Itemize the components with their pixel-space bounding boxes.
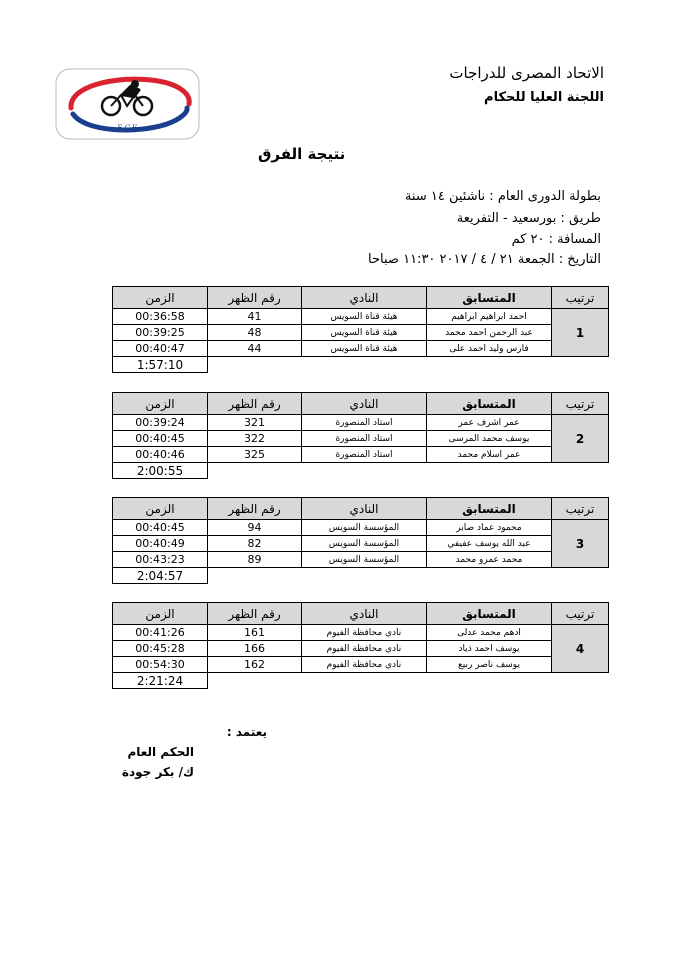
- table-row: [113, 341, 609, 357]
- bib-cell: 321: [208, 415, 302, 431]
- column-header-racer: المتسابق: [427, 498, 552, 520]
- bib-cell: 41: [208, 309, 302, 325]
- time-cell: 00:40:45: [113, 431, 208, 447]
- column-header-rank: ترتيب: [552, 603, 609, 625]
- club-cell: استاد المنصورة: [302, 431, 427, 447]
- svg-text:E.C.F: E.C.F: [117, 124, 137, 132]
- racer-name-cell: فارس وليد احمد على: [427, 341, 552, 357]
- bib-cell: 82: [208, 536, 302, 552]
- racer-name-cell: ادهم محمد عدلى: [427, 625, 552, 641]
- club-cell: المؤسسة السويس: [302, 552, 427, 568]
- cyclist-icon: [55, 68, 200, 140]
- table-row: [113, 625, 609, 641]
- team-results-table: [112, 497, 609, 584]
- date-line: التاريخ : الجمعة ٢١ / ٤ / ٢٠١٧ ١١:٣٠ صباحا: [368, 252, 601, 267]
- racer-name-cell: يوسف احمد ذياد: [427, 641, 552, 657]
- club-cell: هيئة قناة السويس: [302, 309, 427, 325]
- club-cell: نادي محافظة الفيوم: [302, 625, 427, 641]
- column-header-bib: رقم الظهر: [208, 498, 302, 520]
- racer-name-cell: عبد الرحمن احمد محمد: [427, 325, 552, 341]
- racer-name-cell: احمد ابراهيم ابراهيم: [427, 309, 552, 325]
- column-header-bib: رقم الظهر: [208, 603, 302, 625]
- club-cell: هيئة قناة السويس: [302, 341, 427, 357]
- racer-name-cell: يوسف ناصر ربيع: [427, 657, 552, 673]
- team-total-row: [113, 673, 609, 689]
- team-total-time: 1:57:10: [113, 357, 208, 373]
- bib-cell: 89: [208, 552, 302, 568]
- team-total-row: [113, 568, 609, 584]
- column-header-rank: ترتيب: [552, 287, 609, 309]
- federation-name: الاتحاد المصرى للدراجات: [449, 64, 604, 82]
- table-header-row: [113, 287, 609, 309]
- rank-cell: 3: [552, 520, 609, 568]
- club-cell: استاد المنصورة: [302, 415, 427, 431]
- spacer: [208, 568, 609, 584]
- club-cell: نادي محافظة الفيوم: [302, 657, 427, 673]
- bib-cell: 44: [208, 341, 302, 357]
- column-header-club: النادي: [302, 287, 427, 309]
- time-cell: 00:40:46: [113, 447, 208, 463]
- table-row: [113, 657, 609, 673]
- table-row: [113, 325, 609, 341]
- club-cell: استاد المنصورة: [302, 447, 427, 463]
- time-cell: 00:54:30: [113, 657, 208, 673]
- team-results-table: [112, 392, 609, 479]
- racer-name-cell: عمر اسلام محمد: [427, 447, 552, 463]
- club-cell: هيئة قناة السويس: [302, 325, 427, 341]
- approval-label: يعتمد :: [226, 725, 267, 739]
- time-cell: 00:40:49: [113, 536, 208, 552]
- column-header-rank: ترتيب: [552, 498, 609, 520]
- rank-cell: 4: [552, 625, 609, 673]
- column-header-club: النادي: [302, 498, 427, 520]
- bib-cell: 325: [208, 447, 302, 463]
- table-row: [113, 431, 609, 447]
- bib-cell: 161: [208, 625, 302, 641]
- signer-name: ك/ بكر جودة: [121, 765, 194, 779]
- column-header-time: الزمن: [113, 287, 208, 309]
- club-cell: نادي محافظة الفيوم: [302, 641, 427, 657]
- table-header-row: [113, 393, 609, 415]
- bib-cell: 322: [208, 431, 302, 447]
- column-header-rank: ترتيب: [552, 393, 609, 415]
- racer-name-cell: يوسف محمد المرسى: [427, 431, 552, 447]
- table-row: [113, 447, 609, 463]
- table-row: [113, 520, 609, 536]
- team-total-row: [113, 357, 609, 373]
- time-cell: 00:36:58: [113, 309, 208, 325]
- spacer: [208, 673, 609, 689]
- column-header-time: الزمن: [113, 498, 208, 520]
- rank-cell: 1: [552, 309, 609, 357]
- distance-line: المسافة : ٢٠ كم: [511, 232, 601, 247]
- table-header-row: [113, 498, 609, 520]
- table-header-row: [113, 603, 609, 625]
- racer-name-cell: عبد الله يوسف عفيفي: [427, 536, 552, 552]
- bib-cell: 162: [208, 657, 302, 673]
- route-line: طريق : بورسعيد - التفريعة: [456, 211, 601, 226]
- table-row: [113, 415, 609, 431]
- spacer: [208, 463, 609, 479]
- spacer: [208, 357, 609, 373]
- table-row: [113, 641, 609, 657]
- column-header-racer: المتسابق: [427, 603, 552, 625]
- time-cell: 00:45:28: [113, 641, 208, 657]
- column-header-time: الزمن: [113, 603, 208, 625]
- time-cell: 00:39:24: [113, 415, 208, 431]
- bib-cell: 48: [208, 325, 302, 341]
- racer-name-cell: محمود عماد صابر: [427, 520, 552, 536]
- column-header-club: النادي: [302, 393, 427, 415]
- column-header-racer: المتسابق: [427, 393, 552, 415]
- time-cell: 00:41:26: [113, 625, 208, 641]
- bib-cell: 94: [208, 520, 302, 536]
- club-cell: المؤسسة السويس: [302, 536, 427, 552]
- time-cell: 00:39:25: [113, 325, 208, 341]
- signer-title: الحكم العام: [127, 745, 194, 759]
- committee-name: اللجنة العليا للحكام: [484, 90, 604, 105]
- team-total-row: [113, 463, 609, 479]
- team-results-table: [112, 286, 609, 373]
- team-results-table: [112, 602, 609, 689]
- column-header-club: النادي: [302, 603, 427, 625]
- racer-name-cell: محمد عمرو محمد: [427, 552, 552, 568]
- racer-name-cell: عمر اشرف عمر: [427, 415, 552, 431]
- time-cell: 00:40:47: [113, 341, 208, 357]
- page-title: نتيجة الفرق: [258, 145, 346, 163]
- column-header-racer: المتسابق: [427, 287, 552, 309]
- time-cell: 00:40:45: [113, 520, 208, 536]
- table-row: [113, 309, 609, 325]
- table-row: [113, 536, 609, 552]
- championship-line: بطولة الدورى العام : ناشئين ١٤ سنة: [404, 189, 601, 204]
- column-header-bib: رقم الظهر: [208, 393, 302, 415]
- time-cell: 00:43:23: [113, 552, 208, 568]
- team-total-time: 2:21:24: [113, 673, 208, 689]
- column-header-time: الزمن: [113, 393, 208, 415]
- federation-logo: [55, 68, 200, 140]
- team-total-time: 2:00:55: [113, 463, 208, 479]
- bib-cell: 166: [208, 641, 302, 657]
- team-total-time: 2:04:57: [113, 568, 208, 584]
- table-row: [113, 552, 609, 568]
- column-header-bib: رقم الظهر: [208, 287, 302, 309]
- club-cell: المؤسسة السويس: [302, 520, 427, 536]
- rank-cell: 2: [552, 415, 609, 463]
